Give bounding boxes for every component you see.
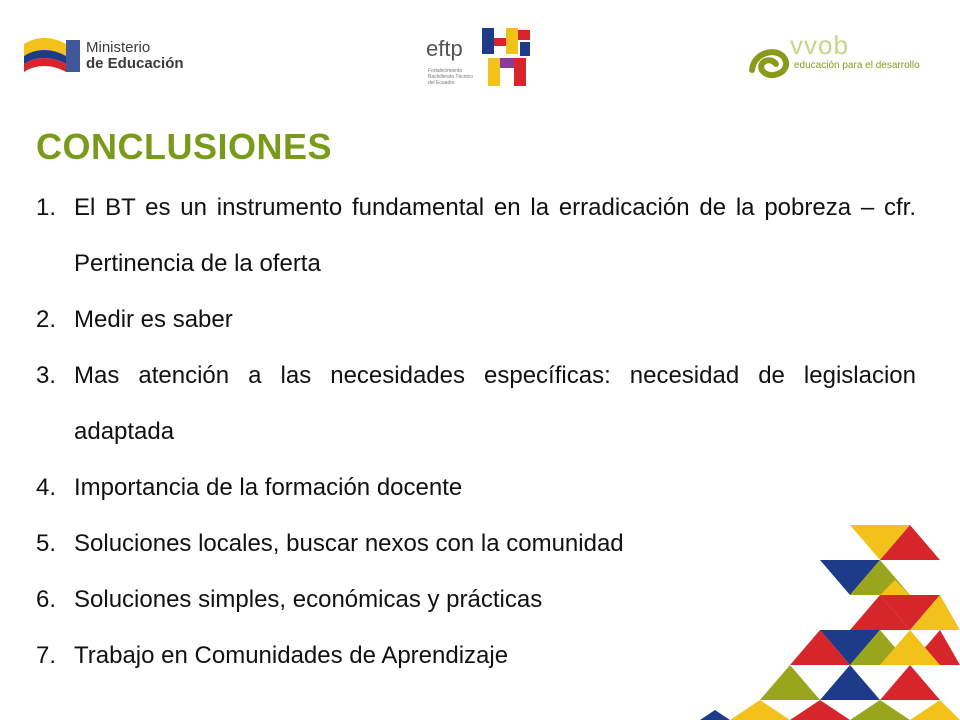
- triangle-shape: [820, 665, 880, 700]
- triangle-shape: [910, 700, 960, 720]
- list-item: [36, 180, 916, 292]
- item-text: Soluciones simples, económicas y prácticas: [74, 586, 543, 613]
- list-item: [36, 292, 916, 348]
- decorative-triangles: [700, 520, 960, 720]
- item-number: 4.: [36, 474, 57, 501]
- ministerio-line2: de Educación: [86, 55, 184, 72]
- item-number: 6.: [36, 586, 57, 613]
- triangle-shape: [730, 700, 790, 720]
- item-text: Mas atención a las necesidades específicas: necesidad de legislacion adaptada: [74, 362, 916, 445]
- triangle-shape: [700, 710, 730, 720]
- item-number: 7.: [36, 642, 57, 669]
- triangle-shape: [760, 665, 820, 700]
- list-item: [36, 348, 916, 460]
- item-number: 1.: [36, 194, 57, 221]
- item-text: Importancia de la formación docente: [74, 474, 463, 501]
- item-text: El BT es un instrumento fundamental en la erradicación de la pobreza – cfr. Pertinencia de la oferta: [74, 194, 916, 277]
- eftp-wordmark: eftp: [426, 36, 463, 61]
- slide-title: CONCLUSIONES: [36, 126, 333, 167]
- triangle-shape: [790, 700, 850, 720]
- eftp-subtitle: Fortalecimiento Bachillerato Técnico del Ecuador: [428, 68, 473, 86]
- list-item: [36, 460, 916, 516]
- item-number: 5.: [36, 530, 57, 557]
- vvob-swirl-icon: [748, 40, 792, 84]
- vvob-logo: [748, 30, 938, 86]
- item-text: Trabajo en Comunidades de Aprendizaje: [74, 642, 509, 669]
- ministerio-line1: Ministerio: [86, 39, 151, 56]
- eftp-blocks-icon: [482, 28, 532, 88]
- item-text: Medir es saber: [74, 306, 233, 333]
- triangle-shape: [880, 665, 940, 700]
- vvob-tagline: educación para el desarrollo: [794, 60, 920, 71]
- ecuador-flag-icon: [22, 26, 82, 76]
- vvob-wordmark: vvob: [790, 30, 849, 60]
- item-text: Soluciones locales, buscar nexos con la comunidad: [74, 530, 624, 557]
- eftp-logo: [426, 26, 536, 92]
- ministerio-educacion-logo: [22, 26, 192, 82]
- item-number: 3.: [36, 362, 57, 389]
- triangle-shape: [850, 700, 910, 720]
- item-number: 2.: [36, 306, 57, 333]
